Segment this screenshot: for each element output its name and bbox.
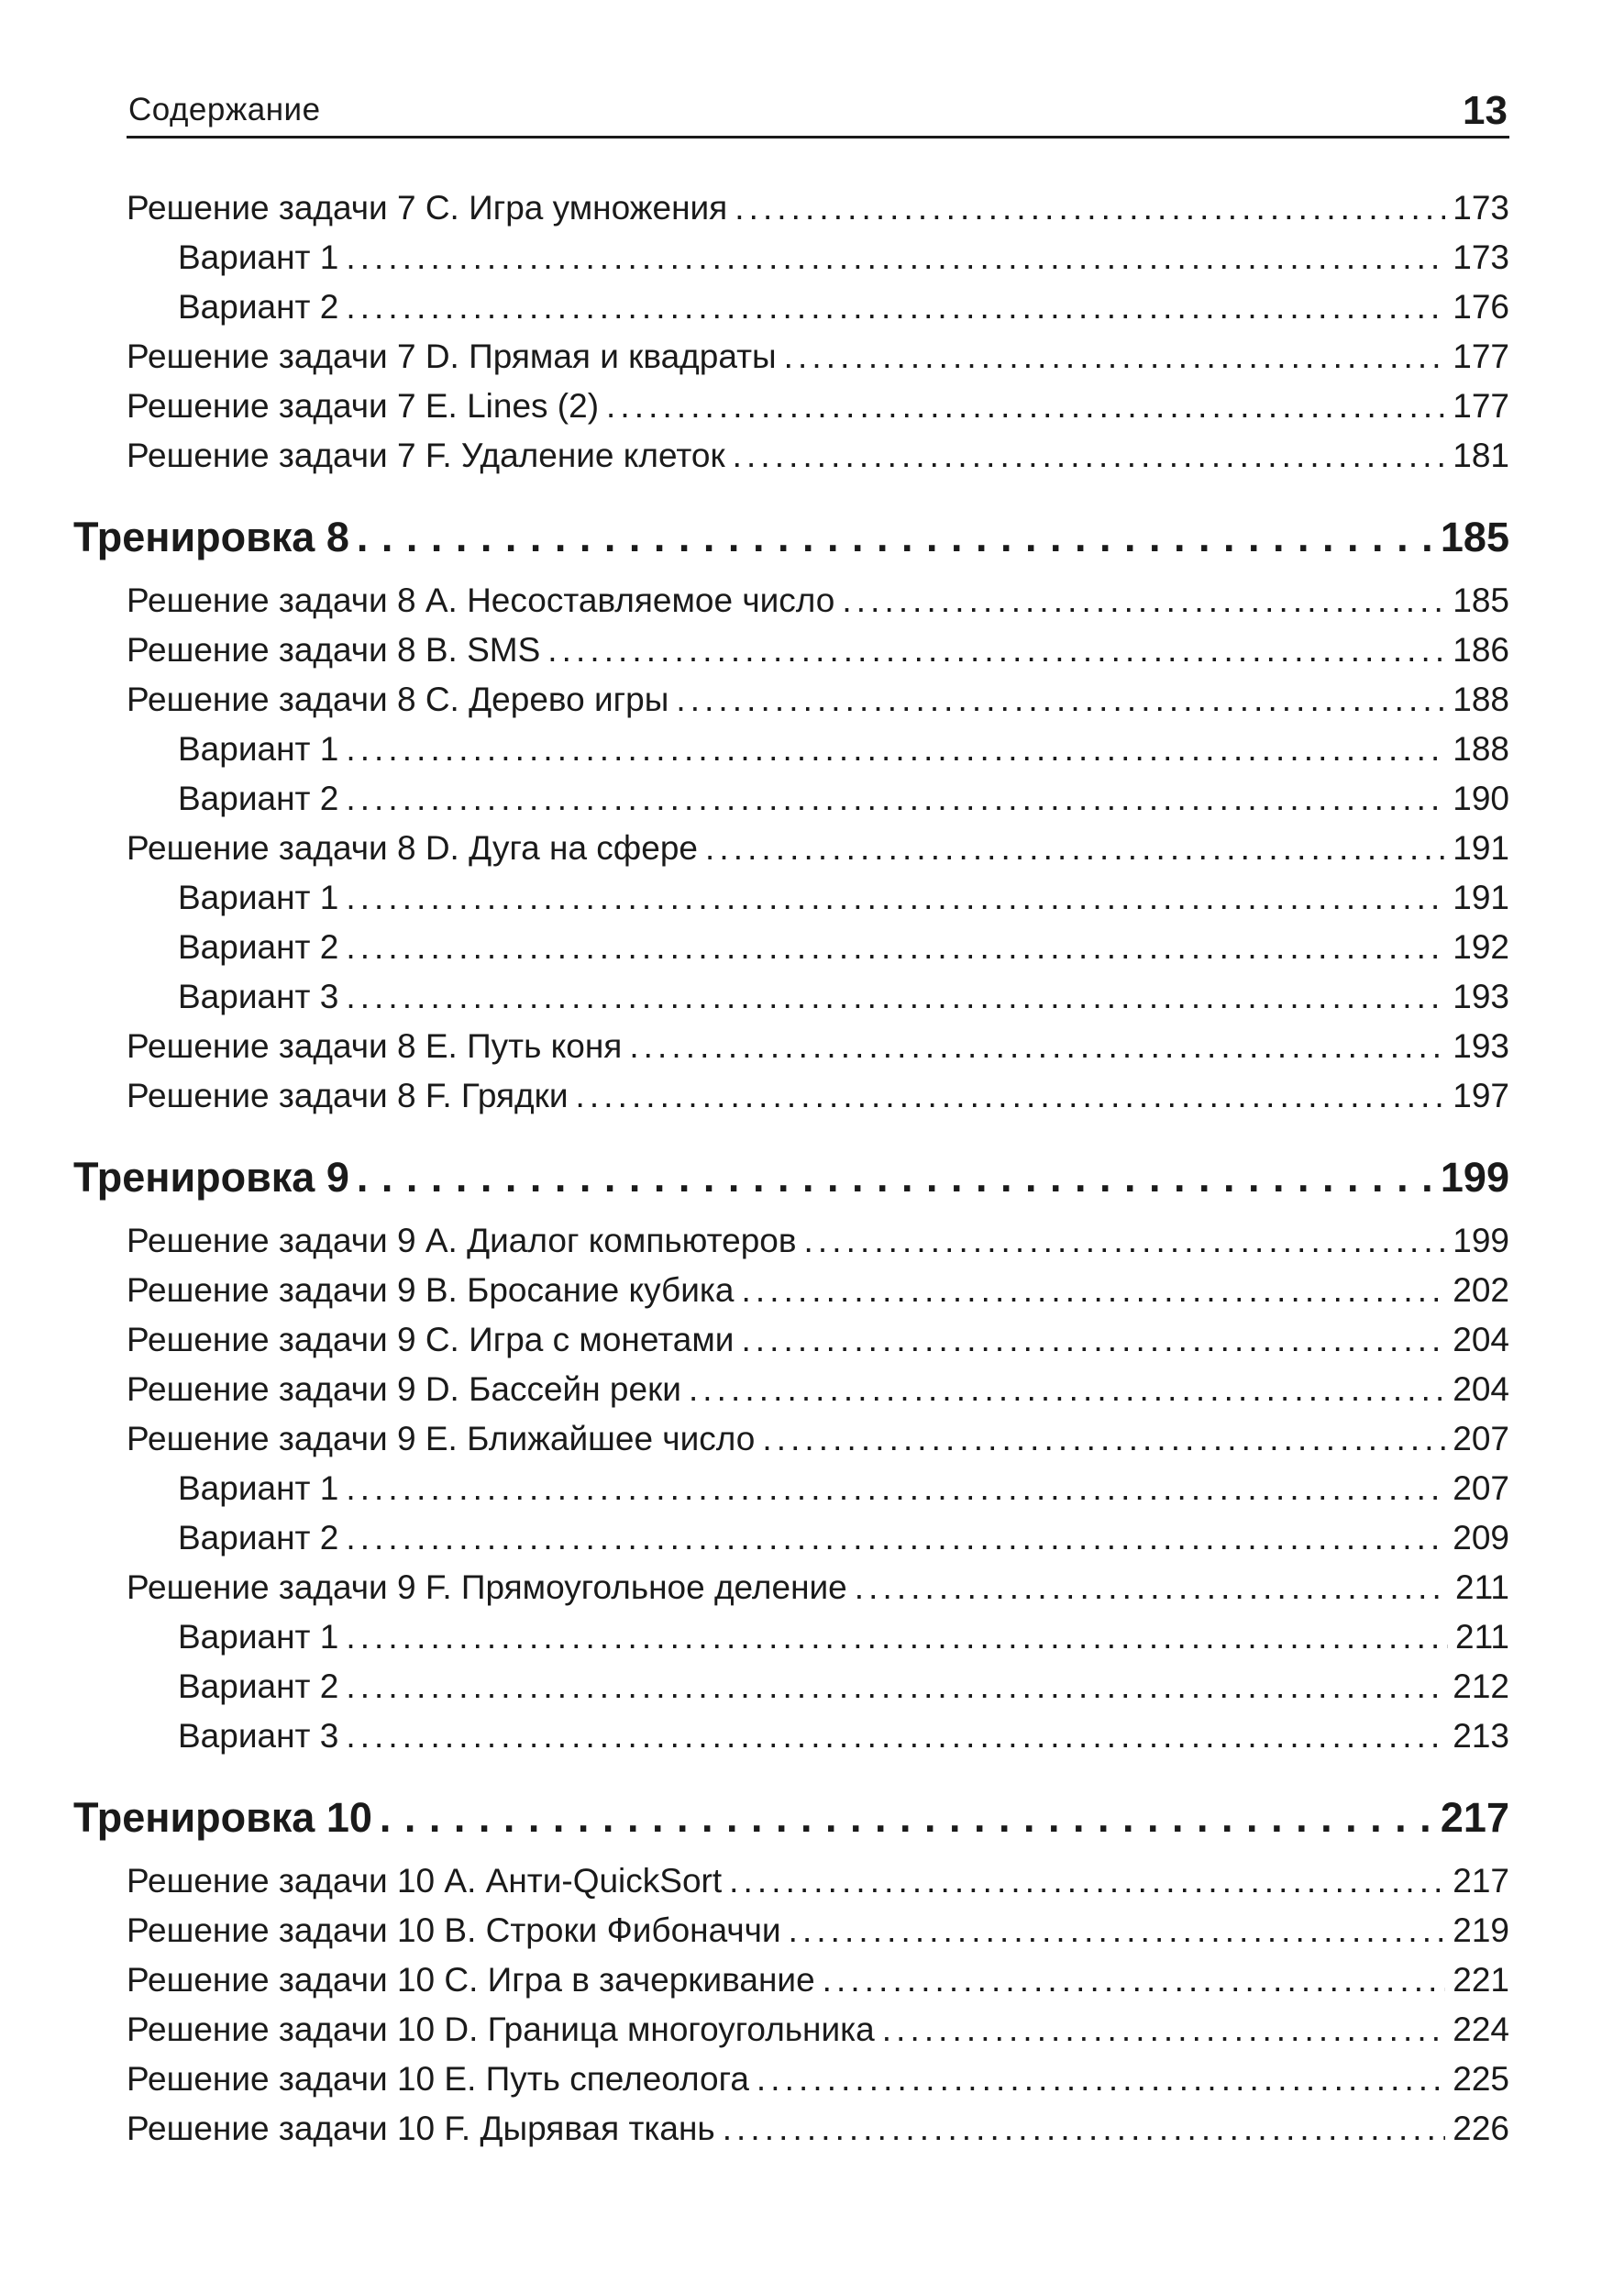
toc-entry-page-number: 186 [1453, 631, 1509, 669]
toc-entry-title: Решение задачи 8 D. Дуга на сфере [127, 829, 698, 867]
toc-entry-page-number: 197 [1453, 1077, 1509, 1114]
toc-section-entry[interactable] [127, 1321, 1509, 1359]
toc-variant-entry[interactable] [178, 928, 1509, 967]
toc-entry-title: Вариант 2 [178, 288, 339, 326]
dot-leader [346, 730, 1445, 769]
toc-entry-title: Вариант 2 [178, 1667, 339, 1705]
dot-leader [733, 437, 1446, 475]
toc-entry-title: Решение задачи 9 D. Бассейн реки [127, 1370, 681, 1408]
dot-leader [346, 780, 1445, 818]
toc-entry-title: Решение задачи 7 С. Игра умножения [127, 189, 728, 227]
toc-chapter-entry[interactable] [73, 1794, 1509, 1842]
toc-entry-page-number: 219 [1453, 1911, 1509, 1949]
toc-variant-entry[interactable] [178, 1469, 1509, 1508]
toc-entry-title: Решение задачи 10 D. Граница многоугольника [127, 2011, 875, 2048]
dot-leader [346, 928, 1445, 967]
toc-entry-page-number: 211 [1455, 1618, 1509, 1656]
dot-leader [357, 1154, 1433, 1202]
dot-leader [741, 1321, 1445, 1359]
toc-entry-page-number: 181 [1453, 437, 1509, 474]
toc-entry-title: Вариант 3 [178, 1717, 339, 1755]
toc-entry-title: Вариант 1 [178, 730, 339, 768]
toc-entry-page-number: 188 [1453, 730, 1509, 768]
dot-leader [547, 631, 1445, 670]
dot-leader [346, 1717, 1445, 1756]
toc-entry-page-number: 224 [1453, 2011, 1509, 2048]
dot-leader [804, 1222, 1446, 1260]
toc-entry-page-number: 213 [1453, 1717, 1509, 1755]
toc-section-entry[interactable] [127, 681, 1509, 719]
dot-leader [357, 514, 1433, 561]
dot-leader [346, 1618, 1448, 1656]
toc-section-entry[interactable] [127, 387, 1509, 426]
dot-leader [346, 1667, 1445, 1706]
toc-entry-page-number: 173 [1453, 238, 1509, 276]
toc-entry-title: Решение задачи 7 D. Прямая и квадраты [127, 338, 777, 375]
dot-leader [757, 2060, 1445, 2099]
toc-entry-title: Решение задачи 9 E. Ближайшее число [127, 1420, 756, 1457]
toc-section-entry[interactable] [127, 1568, 1509, 1607]
toc-entry-title: Тренировка 9 [73, 1154, 349, 1201]
toc-entry-title: Решение задачи 8 E. Путь коня [127, 1027, 623, 1065]
toc-entry-page-number: 188 [1453, 681, 1509, 718]
toc-section-entry[interactable] [127, 2110, 1509, 2148]
dot-leader [346, 288, 1445, 327]
dot-leader [729, 1862, 1445, 1900]
toc-entry-title: Решение задачи 10 C. Игра в зачеркивание [127, 1961, 815, 1999]
toc-section-entry[interactable] [127, 2011, 1509, 2049]
dot-leader [762, 1420, 1445, 1458]
toc-entry-page-number: 173 [1453, 189, 1509, 227]
toc-entry-page-number: 226 [1453, 2110, 1509, 2147]
toc-entry-page-number: 177 [1453, 387, 1509, 425]
toc-entry-title: Вариант 2 [178, 1519, 339, 1556]
toc-variant-entry[interactable] [178, 730, 1509, 769]
toc-entry-title: Решение задачи 9 F. Прямоугольное деление [127, 1568, 847, 1606]
dot-leader [735, 189, 1445, 227]
toc-entry-title: Вариант 1 [178, 1618, 339, 1656]
toc-entry-title: Решение задачи 8 F. Грядки [127, 1077, 569, 1114]
toc-section-entry[interactable] [127, 338, 1509, 376]
dot-leader [380, 1794, 1433, 1842]
toc-entry-page-number: 207 [1453, 1469, 1509, 1507]
toc-entry-title: Вариант 1 [178, 1469, 339, 1507]
toc-entry-page-number: 193 [1453, 978, 1509, 1015]
toc-entry-title: Решение задачи 9 A. Диалог компьютеров [127, 1222, 797, 1259]
toc-entry-page-number: 207 [1453, 1420, 1509, 1457]
toc-entry-title: Решение задачи 9 B. Бросание кубика [127, 1271, 735, 1309]
toc-entry-title: Решение задачи 10 F. Дырявая ткань [127, 2110, 715, 2147]
toc-entry-page-number: 204 [1453, 1370, 1509, 1408]
toc-chapter-entry[interactable] [73, 1154, 1509, 1202]
toc-section-entry[interactable] [127, 582, 1509, 620]
dot-leader [855, 1568, 1448, 1607]
toc-variant-entry[interactable] [178, 288, 1509, 327]
toc-section-entry[interactable] [127, 1862, 1509, 1900]
toc-section-entry[interactable] [127, 437, 1509, 475]
toc-section-entry[interactable] [127, 189, 1509, 227]
dot-leader [689, 1370, 1445, 1409]
header-title: Содержание [128, 92, 321, 127]
toc-entry-page-number: 190 [1453, 780, 1509, 817]
toc-variant-entry[interactable] [178, 978, 1509, 1016]
toc-entry-title: Тренировка 10 [73, 1794, 372, 1841]
dot-leader [576, 1077, 1446, 1115]
toc-variant-entry[interactable] [178, 238, 1509, 277]
toc-section-entry[interactable] [127, 1222, 1509, 1260]
toc-section-entry[interactable] [127, 1911, 1509, 1950]
toc-entry-title: Решение задачи 7 F. Удаление клеток [127, 437, 725, 474]
dot-leader [823, 1961, 1446, 2000]
toc-section-entry[interactable] [127, 1961, 1509, 2000]
dot-leader [723, 2110, 1446, 2148]
toc-variant-entry[interactable] [178, 1717, 1509, 1756]
dot-leader [789, 1911, 1446, 1950]
dot-leader [742, 1271, 1446, 1310]
dot-leader [842, 582, 1445, 620]
page-header [127, 84, 1509, 138]
toc-section-entry[interactable] [127, 829, 1509, 868]
toc-entry-title: Решение задачи 10 B. Строки Фибоначчи [127, 1911, 781, 1949]
toc-entry-page-number: 212 [1453, 1667, 1509, 1705]
dot-leader [676, 681, 1445, 719]
toc-section-entry[interactable] [127, 1027, 1509, 1066]
dot-leader [346, 879, 1445, 917]
toc-section-entry[interactable] [127, 1420, 1509, 1458]
toc-variant-entry[interactable] [178, 1618, 1509, 1656]
toc-entry-page-number: 193 [1453, 1027, 1509, 1065]
toc-entry-page-number: 177 [1453, 338, 1509, 375]
toc-entry-title: Решение задачи 8 C. Дерево игры [127, 681, 669, 718]
toc-chapter-entry[interactable] [73, 514, 1509, 561]
toc-entry-page-number: 217 [1440, 1794, 1509, 1841]
toc-entry-title: Вариант 3 [178, 978, 339, 1015]
toc-entry-page-number: 202 [1453, 1271, 1509, 1309]
toc-entry-title: Решение задачи 7 E. Lines (2) [127, 387, 600, 425]
toc-entry-title: Вариант 2 [178, 780, 339, 817]
toc-entry-title: Тренировка 8 [73, 514, 349, 560]
toc-entry-page-number: 217 [1453, 1862, 1509, 1900]
toc-entry-title: Вариант 1 [178, 879, 339, 916]
toc-variant-entry[interactable] [178, 1519, 1509, 1557]
toc-entry-page-number: 199 [1440, 1154, 1509, 1201]
toc-section-entry[interactable] [127, 1370, 1509, 1409]
toc-entry-page-number: 221 [1453, 1961, 1509, 1999]
toc-entry-page-number: 192 [1453, 928, 1509, 966]
dot-leader [705, 829, 1445, 868]
toc-entry-page-number: 176 [1453, 288, 1509, 326]
toc-variant-entry[interactable] [178, 1667, 1509, 1706]
dot-leader [346, 238, 1445, 277]
toc-section-entry[interactable] [127, 2060, 1509, 2099]
dot-leader [346, 1469, 1445, 1508]
toc-entry-title: Вариант 2 [178, 928, 339, 966]
toc-entry-page-number: 204 [1453, 1321, 1509, 1358]
toc-entry-title: Решение задачи 9 C. Игра с монетами [127, 1321, 735, 1358]
toc-entry-title: Вариант 1 [178, 238, 339, 276]
toc-entry-page-number: 225 [1453, 2060, 1509, 2098]
toc-entry-page-number: 191 [1453, 829, 1509, 867]
dot-leader [346, 1519, 1445, 1557]
toc-entry-page-number: 185 [1440, 514, 1509, 560]
toc-entry-title: Решение задачи 8 A. Несоставляемое число [127, 582, 835, 619]
toc-entry-title: Решение задачи 10 A. Анти-QuickSort [127, 1862, 723, 1900]
toc-entry-title: Решение задачи 10 E. Путь спелеолога [127, 2060, 749, 2098]
toc-section-entry[interactable] [127, 1077, 1509, 1115]
toc-variant-entry[interactable] [178, 879, 1509, 917]
toc-variant-entry[interactable] [178, 780, 1509, 818]
dot-leader [882, 2011, 1446, 2049]
dot-leader [629, 1027, 1445, 1066]
toc-entry-page-number: 185 [1453, 582, 1509, 619]
dot-leader [606, 387, 1445, 426]
toc-entry-title: Решение задачи 8 B. SMS [127, 631, 541, 669]
toc-entry-page-number: 209 [1453, 1519, 1509, 1556]
dot-leader [346, 978, 1445, 1016]
toc-section-entry[interactable] [127, 631, 1509, 670]
toc-entry-page-number: 199 [1453, 1222, 1509, 1259]
dot-leader [784, 338, 1446, 376]
toc-entry-page-number: 211 [1455, 1568, 1509, 1606]
toc-section-entry[interactable] [127, 1271, 1509, 1310]
page-number: 13 [1463, 88, 1508, 133]
toc-entry-page-number: 191 [1453, 879, 1509, 916]
